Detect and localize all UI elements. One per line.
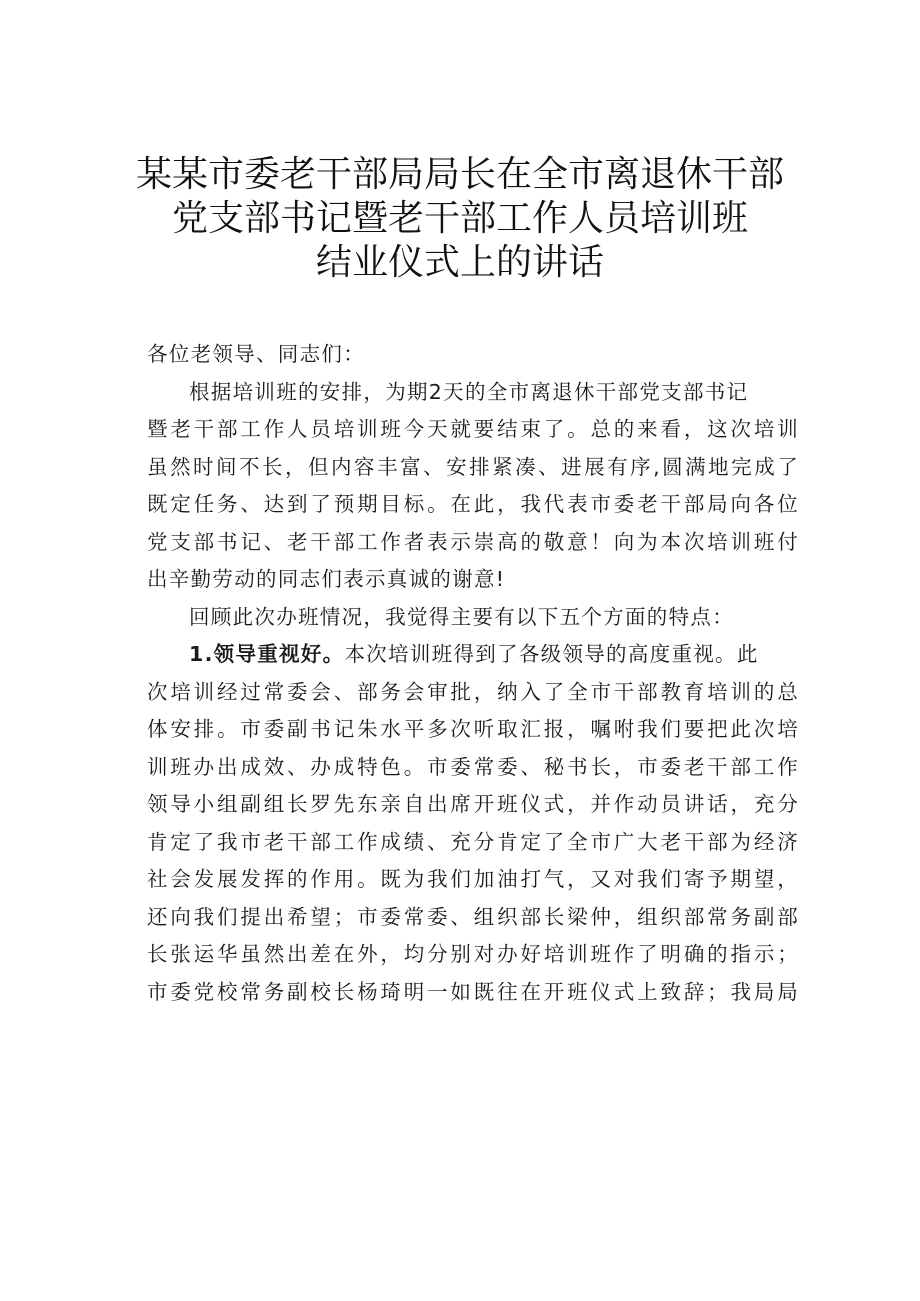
paragraph-line: 市委党校常务副校长杨琦明一如既往在开班仪式上致辞；我局局 [147,979,799,1004]
paragraph-line: 虽然时间不长，但内容丰富、安排紧凑、进展有序,圆满地完成了 [147,454,799,479]
paragraph-line: 次培训经过常委会、部务会审批，纳入了全市干部教育培训的总 [147,679,799,704]
paragraph-line: 党支部书记、老干部工作者表示崇高的敬意！向为本次培训班付 [147,529,799,554]
title-line: 结业仪式上的讲话 [315,242,604,283]
document-title [100,153,820,285]
paragraph-line: 社会发展发挥的作用。既为我们加油打气，又对我们寄予期望， [147,867,799,891]
paragraph-line: 体安排。市委副书记朱水平多次听取汇报，嘱咐我们要把此次培 [147,717,799,741]
paragraph-line: 肯定了我市老干部工作成绩、充分肯定了全市广大老干部为经济 [147,829,799,854]
paragraph-line: 出辛勤劳动的同志们表示真诚的谢意! [147,567,506,591]
paragraph-line: 根据培训班的安排，为期2天的全市离退休干部党支部书记 [189,379,749,404]
point-heading: 1.领导重视好。 [189,642,345,666]
paragraph-line: 既定任务、达到了预期目标。在此，我代表市委老干部局向各位 [147,492,799,516]
salutation: 各位老领导、同志们： [147,342,365,366]
paragraph-line: 训班办出成效、办成特色。市委常委、秘书长，市委老干部工作 [147,754,799,779]
title-line: 某某市委老干部局局长在全市离退休干部 [135,154,784,195]
document-body [147,336,799,1011]
point-text: 本次培训班得到了各级领导的高度重视。此 [344,642,759,666]
paragraph-line [147,636,799,674]
paragraph-line: 还向我们提出希望；市委常委、组织部长梁仲，组织部常务副部 [147,904,799,929]
paragraph-opening [147,374,799,599]
paragraph-line: 长张运华虽然出差在外，均分别对办好培训班作了明确的指示； [147,942,799,966]
paragraph-line: 暨老干部工作人员培训班今天就要结束了。总的来看，这次培训 [147,417,799,441]
title-line: 党支部书记暨老干部工作人员培训班 [171,198,748,239]
paragraph-point-1 [147,636,799,1011]
paragraph-line: 领导小组副组长罗先东亲自出席开班仪式，并作动员讲话，充分 [147,792,799,816]
paragraph-review: 回顾此次办班情况，我觉得主要有以下五个方面的特点： [189,604,734,629]
